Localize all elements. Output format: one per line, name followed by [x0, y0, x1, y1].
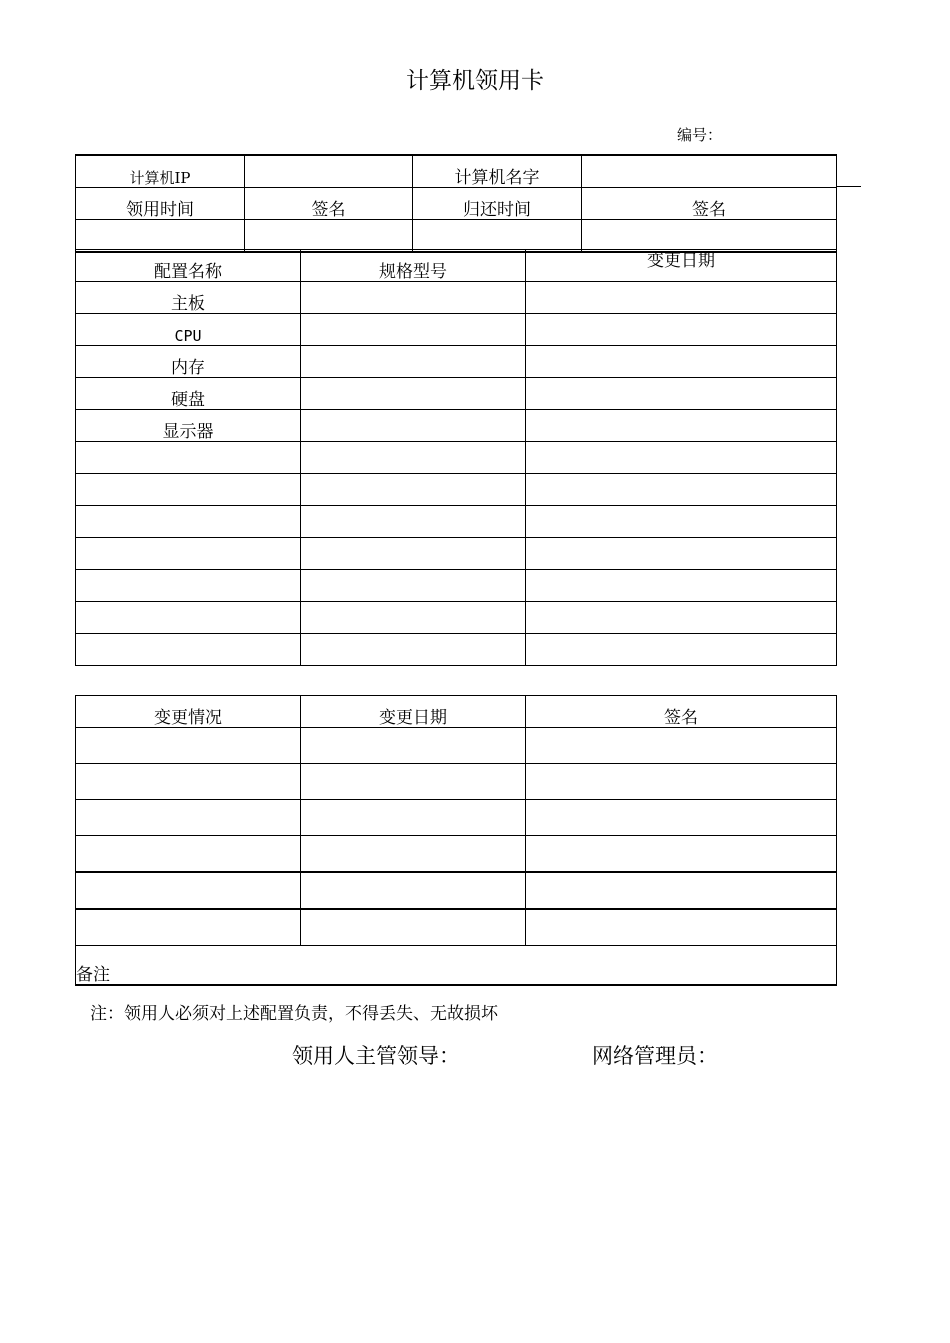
divider-line — [836, 186, 861, 187]
table-row — [76, 410, 837, 442]
change-description-field[interactable] — [76, 764, 301, 800]
table-row — [76, 634, 837, 666]
change-description-field[interactable] — [76, 800, 301, 836]
table-row — [76, 474, 837, 506]
config-spec-header: 规格型号 — [301, 250, 526, 282]
table-row — [76, 836, 837, 873]
computer-name-field[interactable] — [582, 155, 837, 188]
config-item-name: 硬盘 — [76, 378, 301, 410]
config-date-field[interactable] — [526, 506, 837, 538]
change-date-field[interactable] — [301, 800, 526, 836]
config-date-header: 变更日期 — [526, 250, 837, 282]
config-date-field[interactable] — [526, 346, 837, 378]
config-item-name[interactable] — [76, 506, 301, 538]
config-spec-field[interactable] — [301, 378, 526, 410]
table-row — [76, 728, 837, 764]
config-date-field[interactable] — [526, 314, 837, 346]
config-spec-field[interactable] — [301, 506, 526, 538]
config-spec-field[interactable] — [301, 474, 526, 506]
change-sign-field[interactable] — [526, 836, 837, 873]
change-date-field[interactable] — [301, 872, 526, 909]
supervisor-signature-label: 领用人主管领导： — [292, 1044, 460, 1068]
changes-table — [75, 695, 837, 986]
config-spec-field[interactable] — [301, 314, 526, 346]
config-date-field[interactable] — [526, 410, 837, 442]
config-date-field[interactable] — [526, 378, 837, 410]
config-item-name[interactable] — [76, 538, 301, 570]
return-sign-label: 签名 — [582, 188, 837, 220]
config-spec-field[interactable] — [301, 602, 526, 634]
config-spec-field[interactable] — [301, 410, 526, 442]
borrow-time-field[interactable] — [76, 220, 245, 253]
computer-ip-label: 计算机IP — [76, 155, 245, 188]
config-date-field[interactable] — [526, 282, 837, 314]
return-time-field[interactable] — [413, 220, 582, 253]
table-row — [76, 506, 837, 538]
change-description-field[interactable] — [76, 909, 301, 946]
table-row — [76, 764, 837, 800]
borrow-sign-field[interactable] — [245, 220, 413, 253]
table-row — [76, 872, 837, 909]
config-item-name[interactable] — [76, 474, 301, 506]
config-item-name[interactable] — [76, 602, 301, 634]
config-item-name[interactable] — [76, 570, 301, 602]
config-table — [75, 249, 837, 666]
config-spec-field[interactable] — [301, 442, 526, 474]
table-row — [76, 442, 837, 474]
table-row — [76, 346, 837, 378]
table-row — [76, 909, 837, 946]
config-item-name: CPU — [76, 314, 301, 346]
config-date-field[interactable] — [526, 634, 837, 666]
table-row — [76, 570, 837, 602]
return-sign-field[interactable] — [582, 220, 837, 253]
config-spec-field[interactable] — [301, 346, 526, 378]
change-sign-field[interactable] — [526, 872, 837, 909]
table-row — [76, 800, 837, 836]
remark-label: 备注 — [76, 965, 110, 985]
config-date-field[interactable] — [526, 602, 837, 634]
config-date-field[interactable] — [526, 538, 837, 570]
config-date-field[interactable] — [526, 570, 837, 602]
borrow-time-label: 领用时间 — [76, 188, 245, 220]
change-description-header: 变更情况 — [76, 696, 301, 728]
config-item-name[interactable] — [76, 442, 301, 474]
config-item-name[interactable] — [76, 634, 301, 666]
config-spec-field[interactable] — [301, 570, 526, 602]
admin-signature-label: 网络管理员： — [592, 1044, 718, 1068]
table-row — [76, 602, 837, 634]
table-row — [76, 538, 837, 570]
config-spec-field[interactable] — [301, 538, 526, 570]
config-spec-field[interactable] — [301, 282, 526, 314]
table-row — [76, 314, 837, 346]
change-sign-field[interactable] — [526, 764, 837, 800]
change-date-field[interactable] — [301, 764, 526, 800]
change-date-field[interactable] — [301, 728, 526, 764]
change-sign-field[interactable] — [526, 909, 837, 946]
change-sign-field[interactable] — [526, 800, 837, 836]
change-date-field[interactable] — [301, 909, 526, 946]
change-description-field[interactable] — [76, 872, 301, 909]
page-title: 计算机领用卡 — [406, 68, 544, 94]
config-item-name: 内存 — [76, 346, 301, 378]
table-row — [76, 378, 837, 410]
remark-field[interactable] — [76, 946, 837, 986]
config-name-header: 配置名称 — [76, 250, 301, 282]
change-sign-field[interactable] — [526, 728, 837, 764]
borrow-sign-label: 签名 — [245, 188, 413, 220]
config-date-field[interactable] — [526, 442, 837, 474]
change-sign-header: 签名 — [526, 696, 837, 728]
config-spec-field[interactable] — [301, 634, 526, 666]
change-date-field[interactable] — [301, 836, 526, 873]
serial-number-label: 编号： — [677, 126, 723, 144]
computer-name-label: 计算机名字 — [413, 155, 582, 188]
computer-ip-field[interactable] — [245, 155, 413, 188]
config-item-name: 显示器 — [76, 410, 301, 442]
change-date-header: 变更日期 — [301, 696, 526, 728]
responsibility-note: 注：领用人必须对上述配置负责，不得丢失、无故损坏 — [90, 1004, 498, 1024]
basic-info-table — [75, 154, 837, 253]
config-date-field[interactable] — [526, 474, 837, 506]
table-row — [76, 282, 837, 314]
change-description-field[interactable] — [76, 728, 301, 764]
change-description-field[interactable] — [76, 836, 301, 873]
return-time-label: 归还时间 — [413, 188, 582, 220]
config-item-name: 主板 — [76, 282, 301, 314]
